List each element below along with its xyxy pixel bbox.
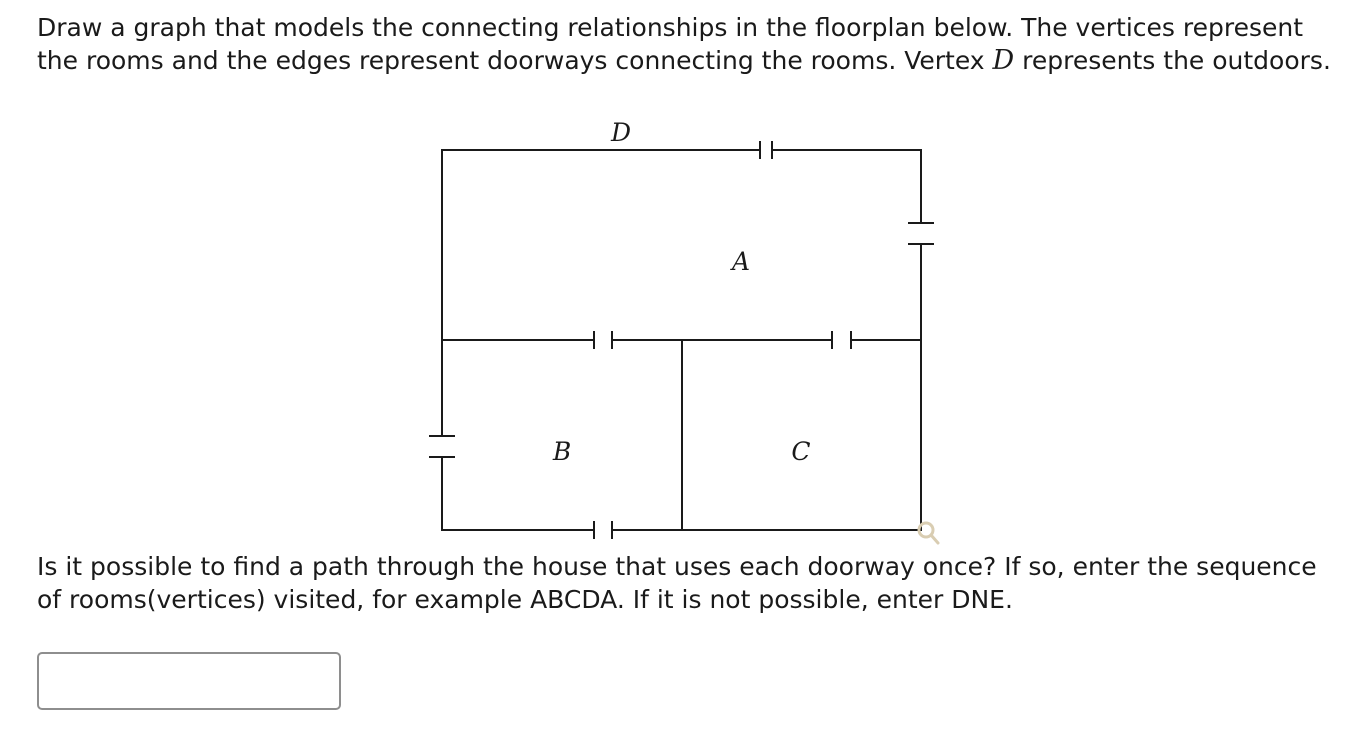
label-room-b: B [552, 437, 572, 466]
vertex-d-symbol: D [992, 45, 1015, 76]
question-prompt: Is it possible to find a path through the house that uses each doorway once? If so, enter the sequence of rooms(vertices) visited, for example ABCDA. If it is not possible, enter DNE. [37, 552, 1317, 614]
question-intro-suffix: represents the outdoors. [1014, 46, 1331, 75]
label-room-c: C [791, 437, 811, 466]
label-room-a: A [731, 247, 751, 276]
question-intro-text: Draw a graph that models the connecting relationships in the floorplan below. The vertices represent the rooms and the edges represent doorways connecting the rooms. Vertex [37, 13, 1304, 75]
label-outdoors-d: D [610, 118, 632, 147]
answer-input[interactable] [37, 652, 341, 710]
magnifier-icon[interactable] [919, 523, 938, 543]
